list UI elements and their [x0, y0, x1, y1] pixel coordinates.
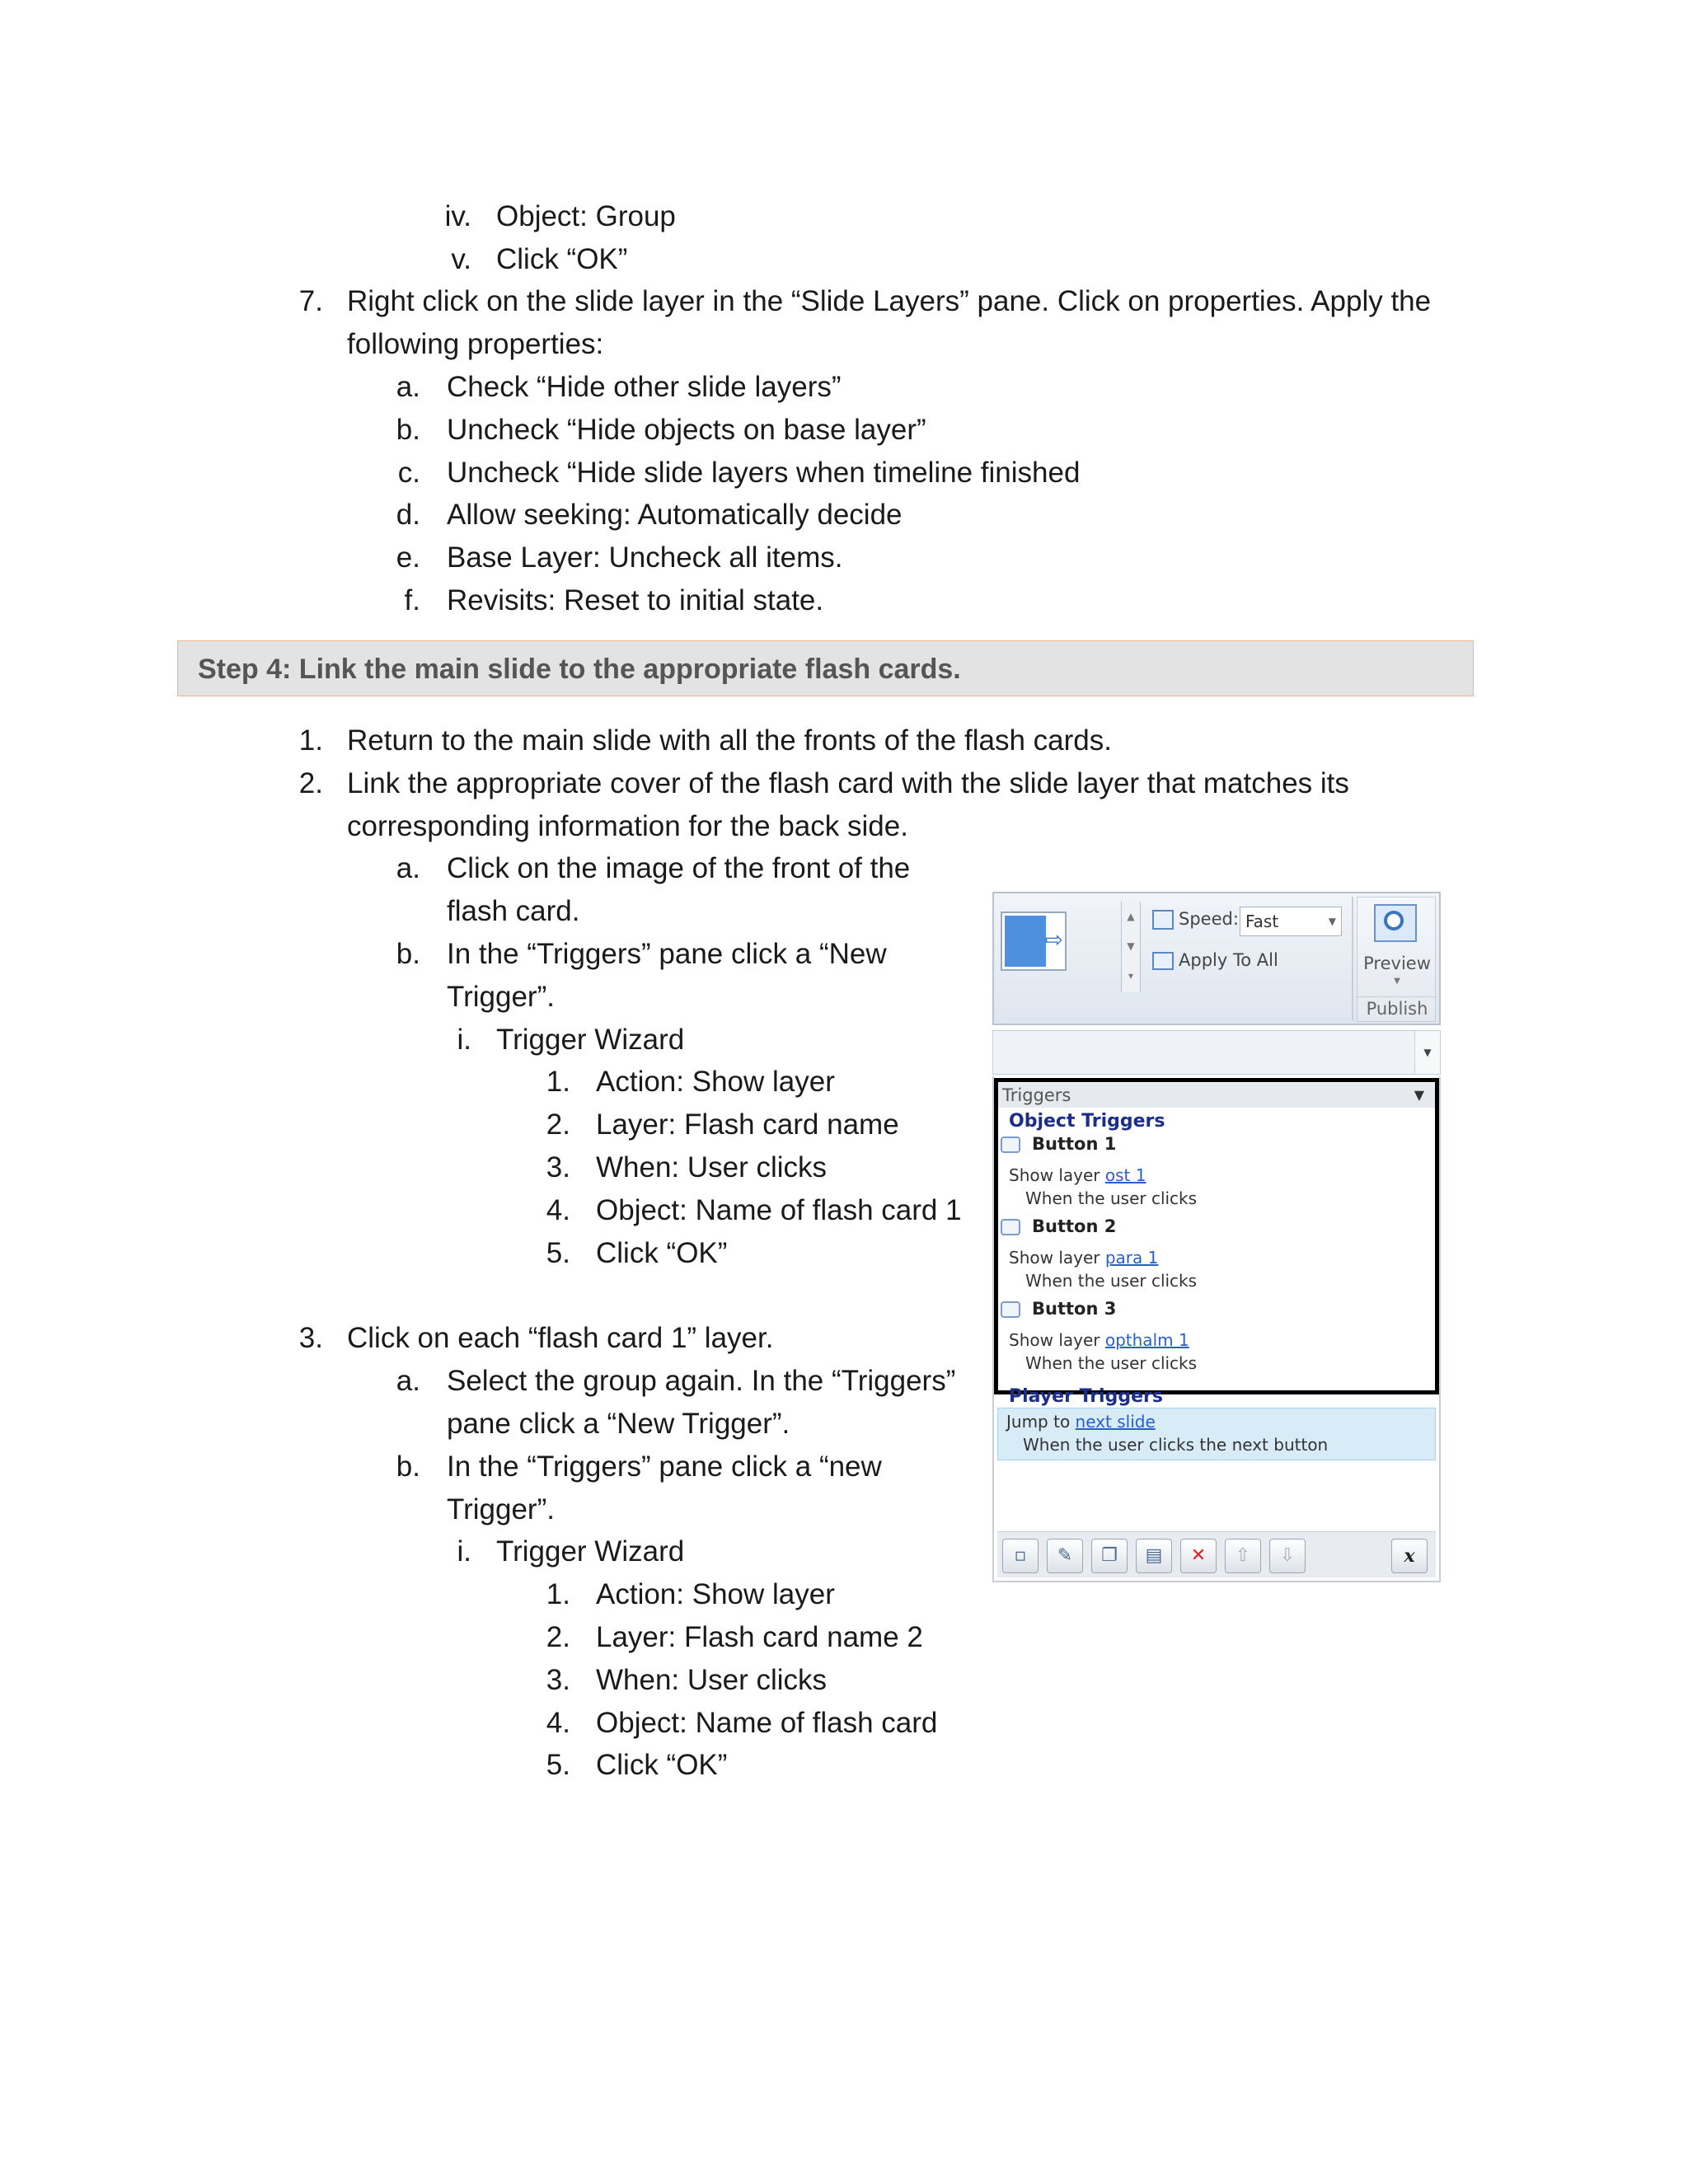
publish-group-label: Publish	[1357, 996, 1437, 1019]
chevron-down-icon[interactable]: ▼	[1414, 1031, 1440, 1074]
move-down-icon[interactable]: ⇩	[1269, 1539, 1306, 1573]
preview-button[interactable]	[1374, 904, 1417, 942]
scroll-up-icon[interactable]: ▲	[1127, 911, 1135, 922]
triggers-title: Triggers	[1002, 1085, 1071, 1105]
edit-trigger-icon[interactable]: ✎	[1047, 1539, 1083, 1573]
trigger-object-button-2[interactable]: Button 2	[1001, 1216, 1116, 1236]
speed-label: Speed:	[1179, 909, 1239, 929]
player-trigger-item[interactable]	[997, 1408, 1436, 1460]
trigger-object-button-1[interactable]: Button 1	[1001, 1134, 1116, 1154]
triggers-panel	[992, 1076, 1441, 1582]
trigger-condition: When the user clicks	[1025, 1188, 1198, 1208]
trigger-action[interactable]: Show layer ost 1	[1009, 1165, 1146, 1185]
trigger-action[interactable]: Show layer para 1	[1009, 1248, 1159, 1268]
player-trigger-condition: When the user clicks the next button	[1023, 1435, 1329, 1455]
step-heading	[177, 640, 1474, 696]
trigger-condition: When the user clicks	[1025, 1271, 1198, 1291]
button-object-icon	[1001, 1137, 1020, 1153]
button-object-icon	[1001, 1219, 1020, 1235]
divider	[1352, 897, 1353, 1020]
scroll-down-icon[interactable]: ▼	[1127, 940, 1135, 952]
apply-to-all-button[interactable]	[1152, 948, 1278, 972]
chevron-down-icon: ▼	[1328, 916, 1336, 927]
player-trigger-target-link[interactable]: next slide	[1075, 1412, 1156, 1432]
ribbon	[992, 892, 1441, 1025]
button-object-icon	[1001, 1301, 1020, 1318]
speed-icon	[1152, 910, 1174, 930]
transition-thumbnail[interactable]	[1001, 912, 1067, 971]
trigger-action[interactable]: Show layer opthalm 1	[1009, 1330, 1189, 1350]
collapse-icon[interactable]: ▼	[1414, 1087, 1424, 1103]
triggers-screenshot	[992, 892, 1441, 1582]
variables-icon[interactable]: x	[1391, 1539, 1428, 1573]
preview-group	[1357, 897, 1436, 1022]
trigger-object-button-3[interactable]: Button 3	[1001, 1299, 1116, 1319]
speed-value: Fast	[1245, 912, 1279, 931]
chevron-down-icon[interactable]: ▼	[1394, 977, 1400, 986]
paste-trigger-icon[interactable]: ▤	[1136, 1539, 1172, 1573]
trigger-condition: When the user clicks	[1025, 1353, 1198, 1373]
more-icon[interactable]: ▾	[1128, 970, 1134, 982]
preview-label[interactable]: Preview	[1363, 954, 1431, 973]
player-trigger-action: Jump to next slide	[1006, 1412, 1156, 1432]
player-triggers-heading: Player Triggers	[1009, 1386, 1163, 1407]
triggers-toolbar	[997, 1531, 1436, 1577]
apply-all-icon	[1152, 952, 1174, 970]
apply-to-all-label: Apply To All	[1179, 950, 1278, 970]
secondary-bar	[992, 1030, 1441, 1075]
move-up-icon[interactable]: ⇧	[1225, 1539, 1261, 1573]
trigger-target-link[interactable]: opthalm 1	[1104, 1330, 1189, 1350]
trigger-target-link[interactable]: para 1	[1104, 1248, 1159, 1268]
slide-icon	[1005, 916, 1046, 967]
triggers-header	[997, 1083, 1436, 1108]
trigger-target-link[interactable]: ost 1	[1104, 1165, 1146, 1185]
magnifier-icon	[1384, 911, 1404, 930]
copy-trigger-icon[interactable]: ❐	[1091, 1539, 1128, 1573]
speed-row	[1152, 907, 1239, 931]
new-trigger-icon[interactable]: ▫	[1002, 1539, 1039, 1573]
object-triggers-heading: Object Triggers	[1009, 1111, 1165, 1132]
speed-select[interactable]	[1240, 907, 1342, 936]
arrow-right-icon: ⇨	[1045, 928, 1063, 953]
delete-trigger-icon[interactable]: ✕	[1180, 1539, 1217, 1573]
step-heading-text: Step 4: Link the main slide to the appropriate flash cards.	[198, 654, 961, 685]
gallery-scroll[interactable]	[1121, 902, 1141, 992]
